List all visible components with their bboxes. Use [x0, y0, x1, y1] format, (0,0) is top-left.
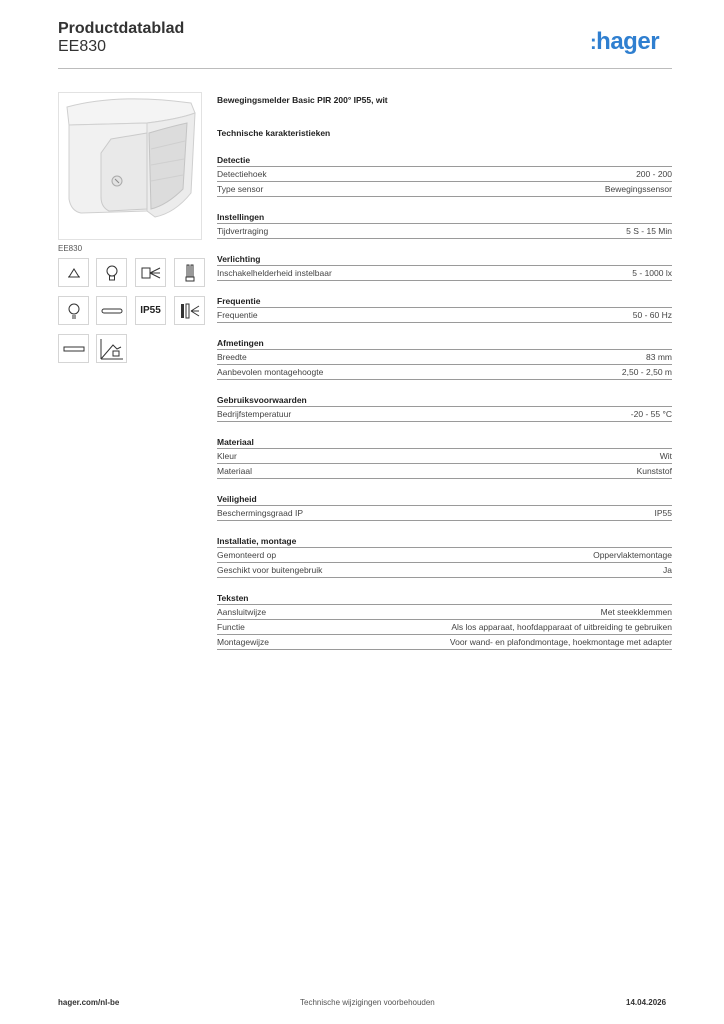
spec-row [217, 635, 672, 650]
spec-row [217, 182, 672, 197]
spec-row [217, 548, 672, 563]
ceiling-mount-icon [58, 258, 89, 287]
section-veiligheid [217, 493, 672, 521]
motion-sensor-icon [135, 258, 166, 287]
spec-value: Als los apparaat, hoofdapparaat of uitbreiding te gebruiken [451, 622, 672, 632]
section-gebruiksvoorwaarden [217, 394, 672, 422]
wall-mount-icon [96, 334, 127, 363]
spec-row [217, 563, 672, 578]
section-title: Verlichting [217, 253, 672, 266]
spec-row [217, 407, 672, 422]
spec-row [217, 167, 672, 182]
spec-row [217, 365, 672, 380]
footer-disclaimer: Technische wijzigingen voorbehouden [300, 998, 435, 1007]
spec-value: Oppervlaktemontage [593, 550, 672, 560]
image-caption: EE830 [58, 244, 83, 253]
tech-title: Technische karakteristieken [217, 128, 331, 138]
ip55-icon [135, 296, 166, 325]
header-divider [58, 68, 672, 69]
spec-value: Wit [659, 451, 672, 461]
spec-label: Aansluitwijze [217, 607, 267, 617]
spec-row [217, 464, 672, 479]
spec-label: Kleur [217, 451, 237, 461]
section-title: Detectie [217, 154, 672, 167]
spec-value: 50 - 60 Hz [632, 310, 672, 320]
spec-row [217, 224, 672, 239]
spec-label: Type sensor [217, 184, 264, 194]
spec-value: 83 mm [646, 352, 672, 362]
product-code: EE830 [58, 38, 107, 55]
section-title: Installatie, montage [217, 535, 672, 548]
footer-date: 14.04.2026 [626, 998, 667, 1007]
bulb-icon [96, 258, 127, 287]
product-name: Bewegingsmelder Basic PIR 200° IP55, wit [217, 95, 388, 105]
spec-row [217, 266, 672, 281]
spec-value: 5 S - 15 Min [626, 226, 672, 236]
section-afmetingen [217, 337, 672, 380]
spec-label: Breedte [217, 352, 247, 362]
section-title: Teksten [217, 592, 672, 605]
section-frequentie [217, 295, 672, 323]
spec-value: 2,50 - 2,50 m [621, 367, 672, 377]
spec-label: Materiaal [217, 466, 252, 476]
spec-row [217, 350, 672, 365]
section-title: Frequentie [217, 295, 672, 308]
brand-name: hager [596, 28, 660, 55]
spec-value: Kunststof [636, 466, 672, 476]
section-teksten [217, 592, 672, 650]
spec-row [217, 308, 672, 323]
spec-label: Inschakelhelderheid instelbaar [217, 268, 332, 278]
section-installatie [217, 535, 672, 578]
spec-label: Detectiehoek [217, 169, 267, 179]
spec-value: -20 - 55 °C [630, 409, 672, 419]
spec-value: Bewegingssensor [604, 184, 672, 194]
tube-lamp-icon [96, 296, 127, 325]
section-title: Instellingen [217, 211, 672, 224]
lamp-icon [58, 296, 89, 325]
fluorescent-lamp-icon [174, 258, 205, 287]
product-image [58, 92, 202, 240]
spec-label: Geschikt voor buitengebruik [217, 565, 323, 575]
spec-value: Voor wand- en plafondmontage, hoekmontage met adapter [449, 637, 672, 647]
spec-value: 200 - 200 [636, 169, 672, 179]
spec-row [217, 605, 672, 620]
spec-label: Montagewijze [217, 637, 269, 647]
spec-row [217, 449, 672, 464]
section-title: Gebruiksvoorwaarden [217, 394, 672, 407]
hager-logo[interactable]: :hager [590, 28, 660, 55]
section-title: Veiligheid [217, 493, 672, 506]
spec-label: Aanbevolen montagehoogte [217, 367, 324, 377]
spec-value: IP55 [654, 508, 672, 518]
section-detectie [217, 154, 672, 197]
spec-label: Frequentie [217, 310, 258, 320]
ip55-label: IP55 [140, 305, 161, 316]
spec-label: Functie [217, 622, 245, 632]
section-instellingen [217, 211, 672, 239]
page-title: Productdatablad [58, 20, 185, 37]
led-sensor-icon [174, 296, 205, 325]
section-materiaal [217, 436, 672, 479]
spec-content [217, 94, 672, 650]
section-title: Afmetingen [217, 337, 672, 350]
spec-value: Met steekklemmen [600, 607, 672, 617]
spec-label: Beschermingsgraad IP [217, 508, 303, 518]
spec-value: Ja [663, 565, 672, 575]
spec-label: Bedrijfstemperatuur [217, 409, 292, 419]
footer-website-link[interactable]: hager.com/nl-be [58, 998, 120, 1007]
section-title: Materiaal [217, 436, 672, 449]
spec-row [217, 620, 672, 635]
spec-label: Gemonteerd op [217, 550, 277, 560]
spec-value: 5 - 1000 lx [632, 268, 672, 278]
spec-label: Tijdvertraging [217, 226, 269, 236]
linear-lamp-icon [58, 334, 89, 363]
section-verlichting [217, 253, 672, 281]
spec-row [217, 506, 672, 521]
